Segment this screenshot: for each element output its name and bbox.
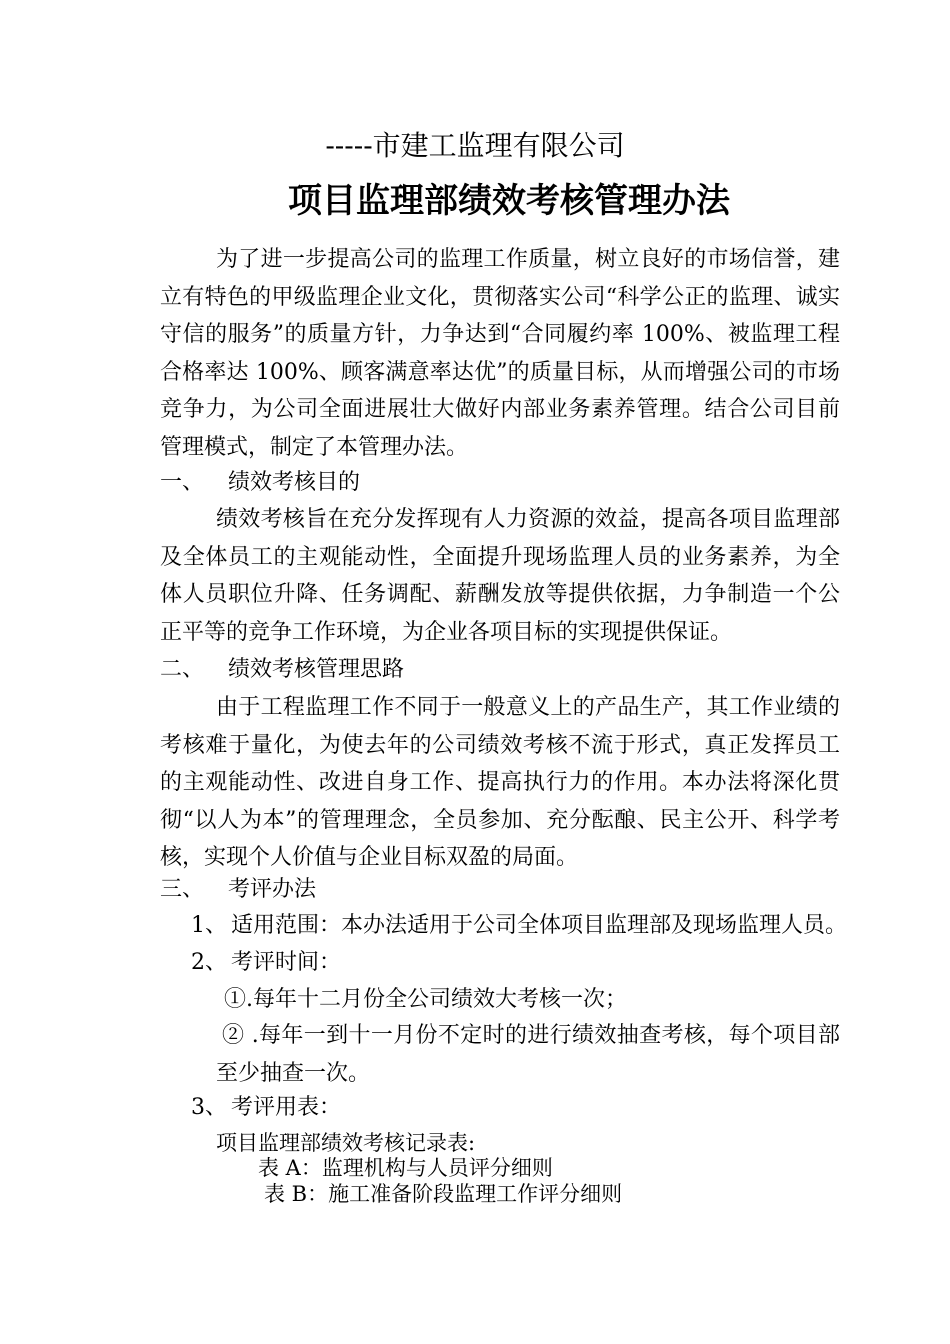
section-number: 三、 (160, 877, 205, 902)
item-number: 3、 (191, 1095, 227, 1120)
section-title: 绩效考核目的 (228, 470, 361, 495)
section-body-1: 绩效考核旨在充分发挥现有人力资源的效益，提高各项目监理部及全体员工的主观能动性，全面提升现场监理人员的业务素养，为全体人员职位升降、任务调配、薪酬发放等提供依据，力争制造一个公正平等的竞争工作环境，为企业各项目标的实现提供保证。 (160, 507, 840, 645)
section-heading-3 (160, 871, 316, 908)
section-number: 一、 (160, 470, 205, 495)
item-number: 2、 (191, 950, 227, 975)
record-forms-intro: 项目监理部绩效考核记录表: (216, 1131, 476, 1155)
item-text: 考评用表： (231, 1095, 342, 1120)
schedule-spot-check: ② .每年一到十一月份不定时的进行绩效抽查考核，每个项目部至少抽查一次。 (216, 1023, 840, 1086)
list-item-time (191, 944, 341, 981)
section-title: 绩效考核管理思路 (228, 657, 405, 682)
section-heading-1 (160, 464, 360, 501)
item-text: 适用范围：本办法适用于公司全体项目监理部及现场监理人员。 (231, 913, 848, 938)
document-title: 项目监理部绩效考核管理办法 (288, 181, 730, 221)
schedule-annual: ①.每年十二月份全公司绩效大考核一次； (224, 987, 627, 1012)
company-name: -----市建工监理有限公司 (325, 129, 625, 162)
section-number: 二、 (160, 657, 205, 682)
list-item-forms (191, 1089, 341, 1126)
section-title: 考评办法 (228, 877, 317, 902)
section-heading-2 (160, 651, 404, 688)
item-number: 1、 (191, 913, 227, 938)
section-body-2: 由于工程监理工作不同于一般意义上的产品生产，其工作业绩的考核难于量化，为使去年的公司绩效考核不流于形式，真正发挥员工的主观能动性、改进自身工作、提高执行力的作用。本办法将深化贯彻“以人为本”的管理理念，全员参加、充分酝酿、民主公开、科学考核，实现个人价值与企业目标双盈的局面。 (160, 695, 840, 871)
list-item-scope (191, 907, 847, 944)
intro-paragraph: 为了进一步提高公司的监理工作质量，树立良好的市场信誉，建立有特色的甲级监理企业文化，贯彻落实公司“科学公正的监理、诚实守信的服务”的质量方针，力争达到“合同履约率 100%、被监理工程合格率达 100%、顾客满意率达优”的质量目标，从而增强公司的市场竞争力，为公司全面进展壮大做好内部业务素养管理。结合公司目前管理模式，制定了本管理办法。 (160, 247, 840, 460)
record-table-a: 表 A：监理机构与人员评分细则 (258, 1156, 553, 1180)
item-text: 考评时间： (231, 950, 342, 975)
record-table-b: 表 B：施工准备阶段监理工作评分细则 (264, 1182, 623, 1206)
